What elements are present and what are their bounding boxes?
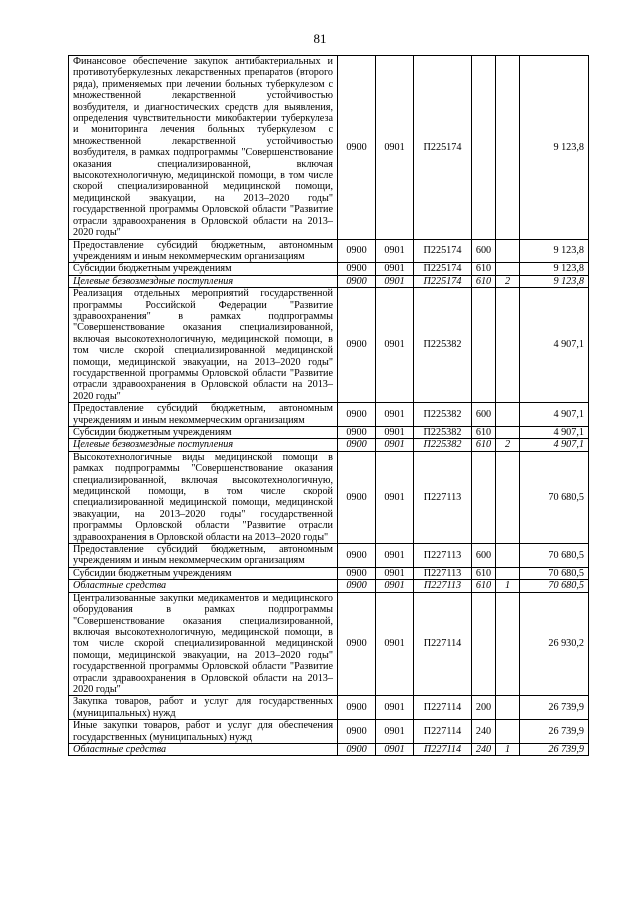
cell-section-code: 0900 xyxy=(338,592,376,696)
cell-subsection-code: 0901 xyxy=(376,696,414,720)
cell-target-article-code: П225382 xyxy=(414,288,472,403)
cell-section-code: 0900 xyxy=(338,275,376,287)
cell-section-code: 0900 xyxy=(338,403,376,427)
table-row xyxy=(69,567,589,579)
cell-target-article-code: П227114 xyxy=(414,720,472,744)
cell-section-code: 0900 xyxy=(338,427,376,439)
table-row xyxy=(69,580,589,592)
cell-subsection-code: 0901 xyxy=(376,263,414,275)
cell-amount: 4 907,1 xyxy=(520,288,589,403)
cell-amount: 9 123,8 xyxy=(520,263,589,275)
cell-subsection-code: 0901 xyxy=(376,743,414,755)
cell-source-code xyxy=(496,720,520,744)
cell-item-name: Предоставление субсидий бюджетным, автономным учреждениям и иным некоммерческим организациям xyxy=(69,403,338,427)
cell-section-code: 0900 xyxy=(338,743,376,755)
cell-target-article-code: П225382 xyxy=(414,403,472,427)
cell-target-article-code: П227113 xyxy=(414,567,472,579)
cell-subsection-code: 0901 xyxy=(376,275,414,287)
table-row xyxy=(69,592,589,696)
cell-amount: 4 907,1 xyxy=(520,427,589,439)
cell-subsection-code: 0901 xyxy=(376,544,414,568)
cell-item-name: Закупка товаров, работ и услуг для государственных (муниципальных) нужд xyxy=(69,696,338,720)
cell-item-name: Областные средства xyxy=(69,580,338,592)
cell-expense-type-code: 610 xyxy=(472,275,496,287)
cell-item-name: Субсидии бюджетным учреждениям xyxy=(69,567,338,579)
cell-subsection-code: 0901 xyxy=(376,427,414,439)
cell-expense-type-code: 600 xyxy=(472,239,496,263)
cell-section-code: 0900 xyxy=(338,263,376,275)
cell-amount: 9 123,8 xyxy=(520,275,589,287)
cell-subsection-code: 0901 xyxy=(376,56,414,240)
cell-amount: 70 680,5 xyxy=(520,544,589,568)
cell-subsection-code: 0901 xyxy=(376,288,414,403)
cell-target-article-code: П225174 xyxy=(414,239,472,263)
cell-section-code: 0900 xyxy=(338,56,376,240)
cell-amount: 26 739,9 xyxy=(520,743,589,755)
cell-amount: 4 907,1 xyxy=(520,439,589,451)
cell-expense-type-code: 610 xyxy=(472,427,496,439)
cell-expense-type-code xyxy=(472,592,496,696)
table-row xyxy=(69,403,589,427)
cell-amount: 26 739,9 xyxy=(520,720,589,744)
cell-subsection-code: 0901 xyxy=(376,403,414,427)
table-row xyxy=(69,427,589,439)
cell-item-name: Предоставление субсидий бюджетным, автономным учреждениям и иным некоммерческим организациям xyxy=(69,544,338,568)
cell-item-name: Реализация отдельных мероприятий государственной программы Российской Федерации "Развитие здравоохранения" в рамках подпрограммы "Совершенствование оказания специализированной, включая высокотехнологичную, медицинской помощи, в том числе скорой специализированной медицинской помощи, медицинской эвакуации, на 2013–2020 годы" государственной программы Орловской области "Развитие отрасли здравоохранения в Орловской области на 2013–2020 годы" xyxy=(69,288,338,403)
cell-source-code xyxy=(496,592,520,696)
cell-section-code: 0900 xyxy=(338,439,376,451)
cell-section-code: 0900 xyxy=(338,239,376,263)
cell-subsection-code: 0901 xyxy=(376,239,414,263)
cell-expense-type-code: 610 xyxy=(472,263,496,275)
cell-item-name: Высокотехнологичные виды медицинской помощи в рамках подпрограммы "Совершенствование оказания специализированной, включая высокотехнологичную, медицинской помощи, в том числе скорой специализированной медицинской помощи, медицинской эвакуации, на 2013–2020 годы" государственной программы Орловской области "Развитие отрасли здравоохранения в Орловской области на 2013–2020 годы" xyxy=(69,451,338,543)
cell-section-code: 0900 xyxy=(338,696,376,720)
cell-expense-type-code: 610 xyxy=(472,567,496,579)
cell-expense-type-code: 600 xyxy=(472,403,496,427)
cell-amount: 9 123,8 xyxy=(520,239,589,263)
cell-target-article-code: П225382 xyxy=(414,427,472,439)
cell-expense-type-code xyxy=(472,451,496,543)
cell-section-code: 0900 xyxy=(338,720,376,744)
cell-target-article-code: П227114 xyxy=(414,743,472,755)
cell-subsection-code: 0901 xyxy=(376,592,414,696)
cell-subsection-code: 0901 xyxy=(376,439,414,451)
cell-source-code: 2 xyxy=(496,275,520,287)
cell-item-name: Субсидии бюджетным учреждениям xyxy=(69,427,338,439)
cell-amount: 26 930,2 xyxy=(520,592,589,696)
cell-amount: 9 123,8 xyxy=(520,56,589,240)
cell-section-code: 0900 xyxy=(338,567,376,579)
cell-amount: 70 680,5 xyxy=(520,451,589,543)
cell-section-code: 0900 xyxy=(338,288,376,403)
cell-source-code xyxy=(496,239,520,263)
cell-subsection-code: 0901 xyxy=(376,580,414,592)
cell-expense-type-code xyxy=(472,288,496,403)
cell-target-article-code: П225174 xyxy=(414,263,472,275)
cell-source-code xyxy=(496,451,520,543)
cell-item-name: Иные закупки товаров, работ и услуг для обеспечения государственных (муниципальных) нужд xyxy=(69,720,338,744)
cell-section-code: 0900 xyxy=(338,580,376,592)
cell-source-code xyxy=(496,56,520,240)
table-row xyxy=(69,263,589,275)
table-row xyxy=(69,56,589,240)
budget-table xyxy=(68,55,589,756)
table-row xyxy=(69,239,589,263)
cell-item-name: Целевые безвозмездные поступления xyxy=(69,275,338,287)
cell-expense-type-code: 610 xyxy=(472,439,496,451)
cell-source-code: 2 xyxy=(496,439,520,451)
cell-source-code xyxy=(496,288,520,403)
cell-expense-type-code: 600 xyxy=(472,544,496,568)
table-row xyxy=(69,720,589,744)
cell-expense-type-code: 200 xyxy=(472,696,496,720)
cell-expense-type-code: 610 xyxy=(472,580,496,592)
cell-target-article-code: П227114 xyxy=(414,696,472,720)
cell-subsection-code: 0901 xyxy=(376,567,414,579)
table-row xyxy=(69,451,589,543)
table-row xyxy=(69,275,589,287)
cell-item-name: Финансовое обеспечение закупок антибактериальных и противотуберкулезных лекарственных препаратов (второго ряда), применяемых при лечении больных туберкулезом с множественной лекарственной устойчивостью возбудителя, и диагностических средств для выявления, определения чувствительности микобактерии туберкулеза и мониторинга лечения больных туберкулезом с множественной лекарственной устойчивостью возбудителя, в рамках подпрограммы "Совершенствование оказания специализированной, включая высокотехнологичную, медицинской помощи, в том числе скорой специализированной медицинской помощи, медицинской эвакуации, на 2013–2020 годы" государственной программы Орловской области "Развитие отрасли здравоохранения в Орловской области на 2013–2020 годы" xyxy=(69,56,338,240)
page-number: 81 xyxy=(313,31,327,46)
cell-section-code: 0900 xyxy=(338,451,376,543)
cell-target-article-code: П225382 xyxy=(414,439,472,451)
cell-item-name: Централизованные закупки медикаментов и медицинского оборудования в рамках подпрограммы "Совершенствование оказания специализированной, включая высокотехнологичную, медицинской помощи, в том числе скорой специализированной медицинской помощи, медицинской эвакуации, на 2013–2020 годы" государственной программы Орловской области "Развитие отрасли здравоохранения в Орловской области на 2013–2020 годы" xyxy=(69,592,338,696)
cell-amount: 4 907,1 xyxy=(520,403,589,427)
cell-amount: 70 680,5 xyxy=(520,580,589,592)
cell-source-code xyxy=(496,263,520,275)
table-row xyxy=(69,439,589,451)
cell-subsection-code: 0901 xyxy=(376,720,414,744)
cell-source-code xyxy=(496,696,520,720)
budget-table-body xyxy=(69,56,589,756)
table-row xyxy=(69,743,589,755)
cell-source-code xyxy=(496,544,520,568)
cell-target-article-code: П227113 xyxy=(414,451,472,543)
cell-target-article-code: П227114 xyxy=(414,592,472,696)
cell-expense-type-code: 240 xyxy=(472,720,496,744)
cell-expense-type-code: 240 xyxy=(472,743,496,755)
cell-item-name: Предоставление субсидий бюджетным, автономным учреждениям и иным некоммерческим организациям xyxy=(69,239,338,263)
cell-target-article-code: П225174 xyxy=(414,275,472,287)
cell-source-code xyxy=(496,403,520,427)
cell-source-code: 1 xyxy=(496,580,520,592)
cell-amount: 70 680,5 xyxy=(520,567,589,579)
cell-source-code xyxy=(496,567,520,579)
cell-subsection-code: 0901 xyxy=(376,451,414,543)
table-row xyxy=(69,696,589,720)
cell-target-article-code: П227113 xyxy=(414,580,472,592)
cell-item-name: Целевые безвозмездные поступления xyxy=(69,439,338,451)
cell-section-code: 0900 xyxy=(338,544,376,568)
cell-target-article-code: П227113 xyxy=(414,544,472,568)
cell-amount: 26 739,9 xyxy=(520,696,589,720)
cell-expense-type-code xyxy=(472,56,496,240)
table-row xyxy=(69,544,589,568)
cell-item-name: Субсидии бюджетным учреждениям xyxy=(69,263,338,275)
table-row xyxy=(69,288,589,403)
cell-source-code xyxy=(496,427,520,439)
cell-target-article-code: П225174 xyxy=(414,56,472,240)
cell-item-name: Областные средства xyxy=(69,743,338,755)
cell-source-code: 1 xyxy=(496,743,520,755)
